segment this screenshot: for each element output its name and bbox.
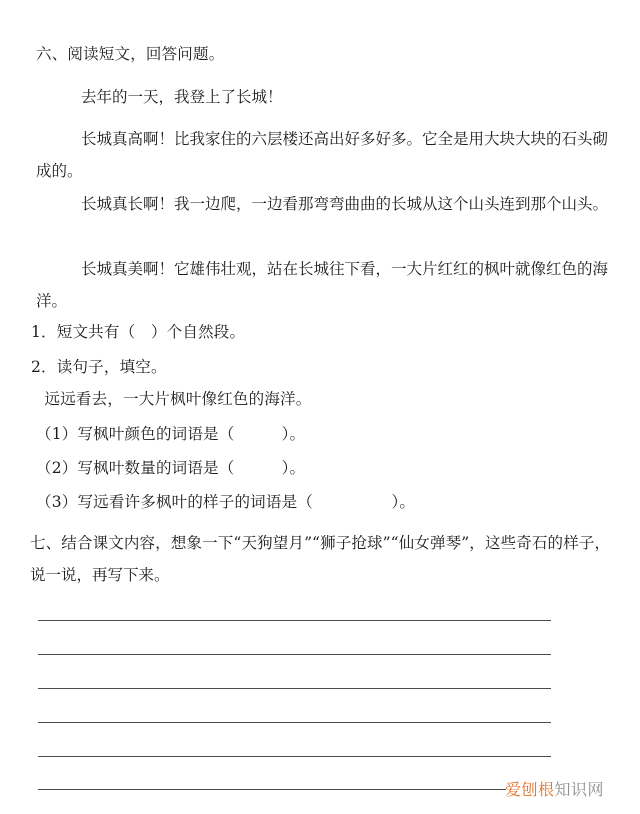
passage-paragraph-2: 长城真高啊！比我家住的六层楼还高出好多好多。它全是用大块大块的石头砌成的。 xyxy=(36,130,608,180)
sub-question-2: （2）写枫叶数量的词语是（ ）。 xyxy=(36,459,306,477)
passage-paragraph-1: 去年的一天，我登上了长城！ xyxy=(80,88,283,106)
answer-line-2[interactable] xyxy=(38,654,551,655)
passage-paragraph-4: 长城真美啊！它雄伟壮观，站在长城往下看，一大片红红的枫叶就像红色的海洋。 xyxy=(36,260,608,310)
answer-line-6[interactable] xyxy=(38,789,506,790)
section-six-heading: 六、阅读短文，回答问题。 xyxy=(36,45,225,63)
watermark-suffix: 知识网 xyxy=(554,780,605,799)
question-1-number: 1． xyxy=(31,323,57,341)
question-1-text: 短文共有（ ）个自然段。 xyxy=(56,323,246,341)
answer-line-5[interactable] xyxy=(38,756,551,757)
watermark-brand: 爱刨根 xyxy=(505,780,555,799)
question-1 xyxy=(31,325,245,341)
question-2-text: 读句子，填空。 xyxy=(56,358,167,376)
sub-question-3: （3）写远看许多枫叶的样子的词语是（ ）。 xyxy=(36,493,416,511)
sub-question-1: （1）写枫叶颜色的词语是（ ）。 xyxy=(36,425,306,443)
answer-line-1[interactable] xyxy=(38,620,551,621)
question-2-number: 2． xyxy=(31,358,57,376)
quoted-sentence: 远远看去，一大片枫叶像红色的海洋。 xyxy=(44,390,312,408)
answer-line-4[interactable] xyxy=(38,722,551,723)
watermark xyxy=(505,782,604,798)
passage-paragraph-3: 长城真长啊！我一边爬，一边看那弯弯曲曲的长城从这个山头连到那个山头。 xyxy=(80,195,608,213)
question-2 xyxy=(31,360,167,376)
answer-line-3[interactable] xyxy=(38,688,551,689)
section-seven-heading: 七、结合课文内容，想象一下“天狗望月”“狮子抢球”“仙女弹琴”，这些奇石的样子，说一说，再写下来。 xyxy=(30,534,610,584)
